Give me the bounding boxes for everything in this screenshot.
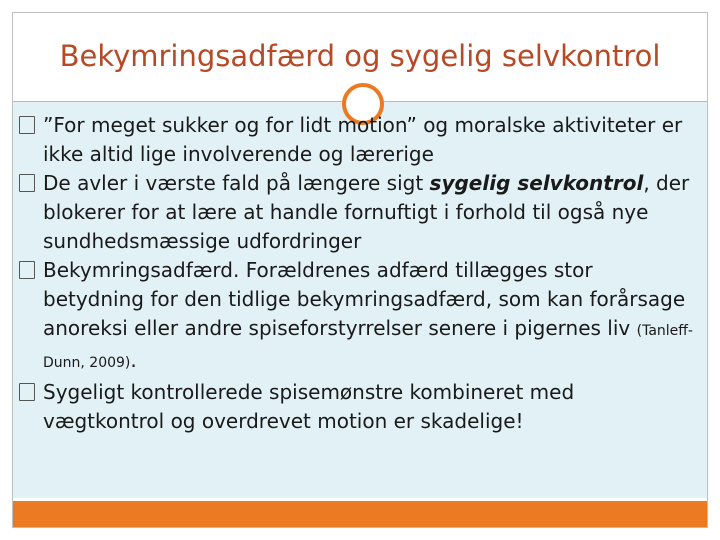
bullet-text: Sygeligt kontrollerede spisemønstre kombineret med vægtkontrol og overdrevet motion er skadelige! — [43, 380, 575, 433]
bottom-accent-bar — [13, 501, 707, 527]
bullet-tail: . — [130, 348, 137, 372]
citation: (Tanleff-Dunn, 2009) — [43, 323, 693, 371]
bullet-item-4 — [19, 378, 695, 436]
bullet-text-post: , der blokerer for at lære at handle fornuftigt i forhold til også nye sundhedsmæssige udfordringer — [43, 171, 690, 253]
bullet-box-icon — [19, 174, 35, 192]
bullet-box-icon — [19, 261, 35, 279]
bullet-box-icon — [19, 383, 35, 401]
bullet-text-pre: De avler i værste fald på længere sigt — [43, 171, 430, 195]
bullet-box-icon — [19, 116, 35, 134]
bullet-item-2 — [19, 169, 695, 256]
bullet-text: Bekymringsadfærd. Forældrenes adfærd tillægges stor betydning for den tidlige bekymringsadfærd, som kan forårsage anoreksi eller andre spiseforstyrrelser senere i pigernes liv — [43, 258, 686, 340]
bullet-emphasis: sygelig selvkontrol — [429, 171, 644, 195]
bullet-text: ”For meget sukker og for lidt motion” og moralske aktiviteter er ikke altid lige involverende og lærerige — [43, 113, 683, 166]
bullet-list — [19, 111, 695, 436]
bullet-item-3 — [19, 256, 695, 378]
bullet-item-1 — [19, 111, 695, 169]
slide-title: Bekymringsadfærd og sygelig selvkontrol — [59, 39, 661, 73]
